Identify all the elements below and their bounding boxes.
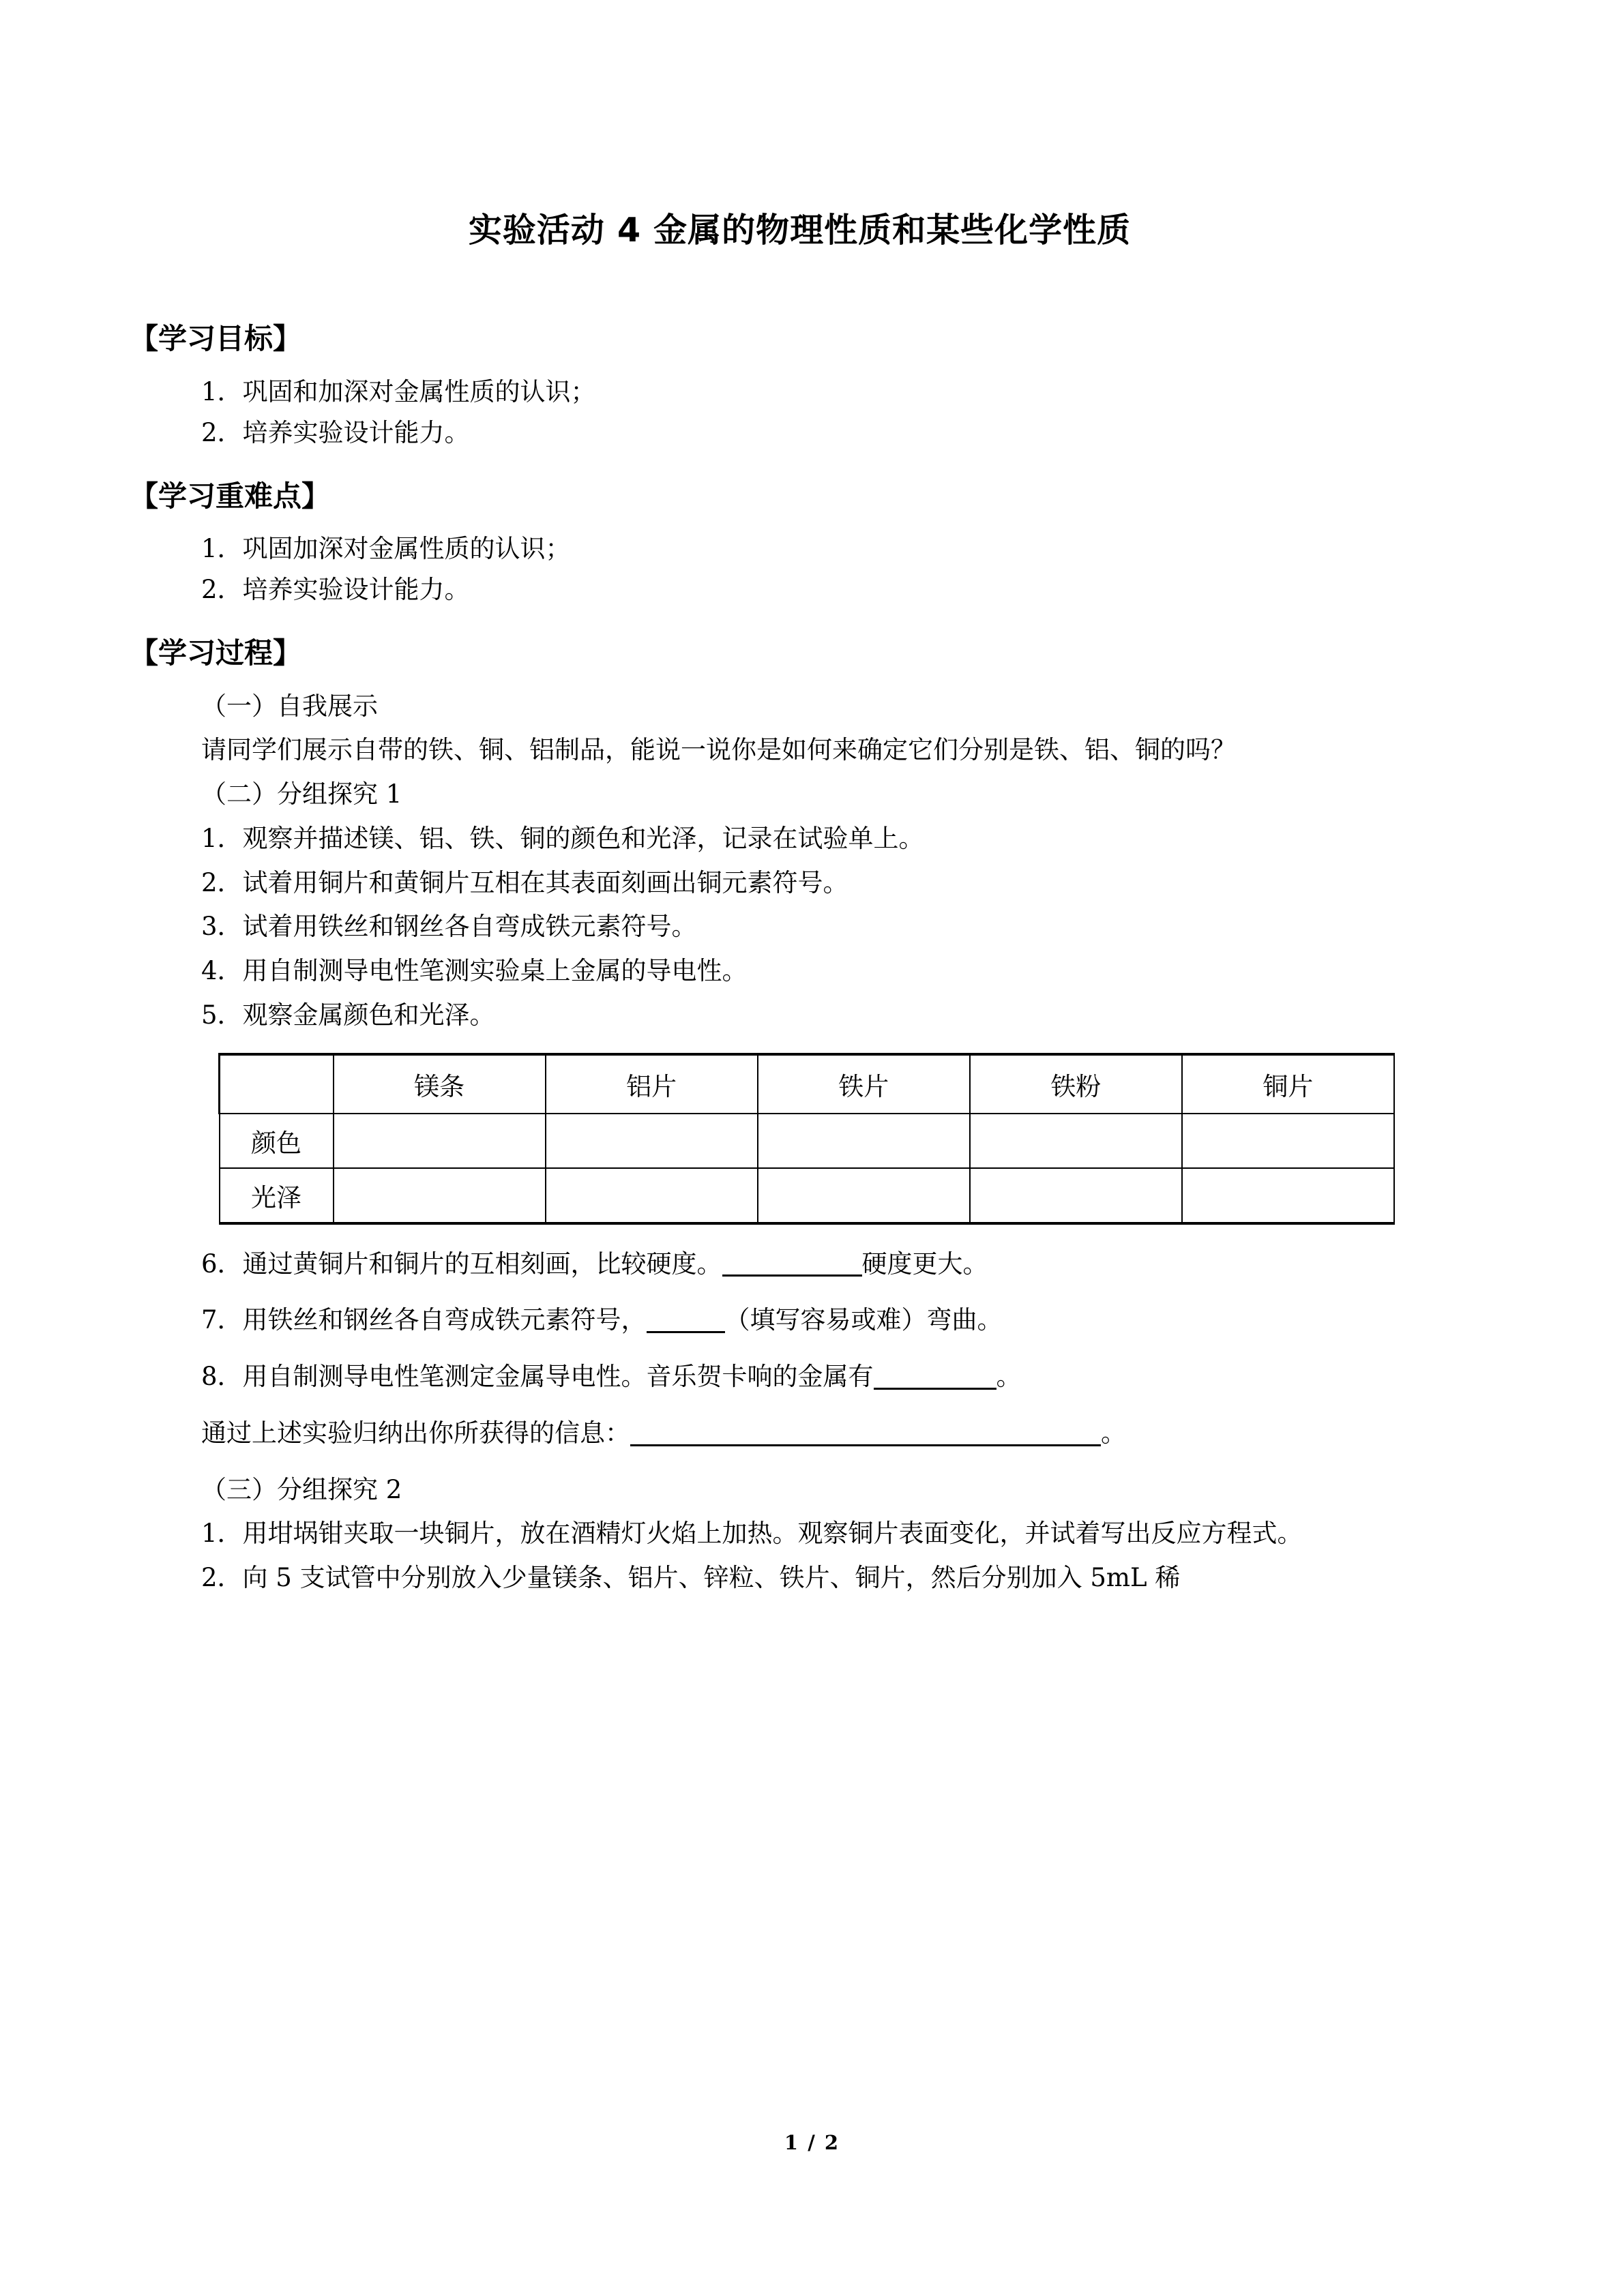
list-item: 2．培养实验设计能力。 [201,575,470,605]
inquiry2-step-2: 2．向 5 支试管中分别放入少量镁条、铝片、锌粒、铁片、铜片，然后分别加入 5mL 稀 [201,1563,1181,1593]
inquiry1-step-7-blank[interactable] [647,1306,725,1333]
table-column-header: 铜片 [1182,1054,1394,1114]
inquiry1-step-6-text-before: 6．通过黄铜片和铜片的互相刻画，比较硬度。 [201,1249,722,1279]
inquiry1-step-7 [130,1298,1470,1343]
inquiry1-step-8-text-after: 。 [996,1362,1022,1392]
list-item: 1．巩固加深对金属性质的认识； [201,534,571,564]
inquiry2-step-1: 1．用坩埚钳夹取一块铜片，放在酒精灯火焰上加热。观察铜片表面变化，并试着写出反应方程式。 [201,1519,1303,1549]
metal-observation-table [218,1053,1395,1225]
table-cell[interactable] [1182,1114,1394,1168]
inquiry1-summary-text-after: 。 [1101,1418,1126,1448]
inquiry1-step-8-blank[interactable] [874,1362,996,1390]
inquiry1-summary-text-before: 通过上述实验归纳出你所获得的信息： [201,1418,630,1448]
table-cell[interactable] [970,1168,1182,1223]
inquiry1-step-2: 2．试着用铜片和黄铜片互相在其表面刻画出铜元素符号。 [201,867,848,897]
table-cell[interactable] [1182,1168,1394,1223]
list-learning-objectives [130,372,1470,453]
inquiry1-summary-blank[interactable] [630,1419,1101,1446]
heading-learning-objectives: 【学习目标】 [130,322,302,356]
page-content [130,0,1470,1600]
table-row-label: 光泽 [220,1168,334,1223]
table-column-header: 铝片 [546,1054,758,1114]
table-row-label: 颜色 [220,1114,334,1168]
inquiry1-step-6-text-after: 硬度更大。 [861,1249,988,1279]
table-column-header: 铁片 [758,1054,970,1114]
table-column-header: 铁粉 [970,1054,1182,1114]
table-column-header: 镁条 [334,1054,546,1114]
inquiry1-step-8-text-before: 8．用自制测导电性笔测定金属导电性。音乐贺卡响的金属有 [201,1362,874,1392]
list-key-difficulties [130,528,1470,610]
subsection-label-group-inquiry-2: （三）分组探究 2 [201,1474,402,1504]
table-cell[interactable] [758,1114,970,1168]
inquiry1-step-7-text-after: （填写容易或难）弯曲。 [724,1305,1003,1335]
table-row [220,1114,1395,1168]
table-cell[interactable] [758,1168,970,1223]
inquiry1-step-4: 4．用自制测导电性笔测实验桌上金属的导电性。 [201,956,748,986]
page-title: 实验活动 4 金属的物理性质和某些化学性质 [468,211,1132,250]
inquiry1-step-6 [130,1242,1470,1287]
page-footer: 1 / 2 [784,2131,840,2154]
list-item: 2．培养实验设计能力。 [201,417,470,447]
inquiry1-summary [130,1412,1470,1456]
heading-key-difficulties: 【学习重难点】 [130,479,331,513]
table-row [220,1168,1395,1223]
inquiry1-step-6-blank[interactable] [722,1249,862,1277]
inquiry1-step-5: 5．观察金属颜色和光泽。 [201,1000,495,1030]
table-cell[interactable] [334,1114,546,1168]
table-cell[interactable] [546,1168,758,1223]
subsection-label-group-inquiry-1: （二）分组探究 1 [201,779,402,809]
table-corner-cell [220,1054,334,1114]
inquiry1-step-7-text-before: 7．用铁丝和钢丝各自弯成铁元素符号， [201,1305,647,1335]
subsection-label-self-display: （一）自我展示 [201,691,378,721]
inquiry1-step-8 [130,1355,1470,1399]
inquiry1-step-1: 1．观察并描述镁、铝、铁、铜的颜色和光泽，记录在试验单上。 [201,823,924,853]
heading-learning-process: 【学习过程】 [130,636,302,670]
table-cell[interactable] [970,1114,1182,1168]
table-header-row [220,1054,1395,1114]
inquiry1-step-3: 3．试着用铁丝和钢丝各自弯成铁元素符号。 [201,912,697,942]
table-cell[interactable] [334,1168,546,1223]
paragraph-self-display: 请同学们展示自带的铁、铜、铝制品，能说一说你是如何来确定它们分别是铁、铝、铜的吗？ [201,735,1236,765]
list-item: 1．巩固和加深对金属性质的认识； [201,376,596,406]
table-cell[interactable] [546,1114,758,1168]
